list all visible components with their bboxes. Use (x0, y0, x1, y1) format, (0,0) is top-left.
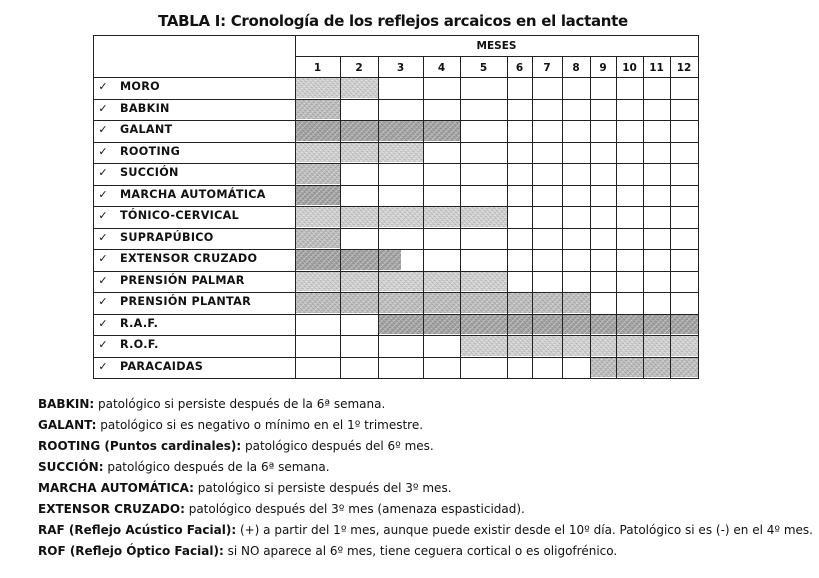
month-column-divider (616, 56, 617, 378)
note-term: BABKIN: (38, 397, 95, 411)
row-divider (93, 120, 698, 121)
check-mark: ✓ (98, 316, 108, 330)
shaded-period (296, 143, 423, 163)
reflex-label: MORO (120, 80, 160, 93)
note-text: si NO aparece al 6º mes, tiene ceguera cortical o es oligofrénico. (223, 544, 618, 558)
month-column-divider (532, 56, 533, 378)
row-divider (93, 292, 698, 293)
note-term: RAF (Reflejo Acústico Facial): (38, 523, 237, 537)
note-line (38, 499, 808, 520)
table-border-top (93, 35, 699, 36)
row-divider (93, 271, 698, 272)
reflex-label: PARACAIDAS (120, 359, 204, 373)
month-number: 5 (479, 62, 488, 74)
shaded-period (296, 164, 340, 184)
check-mark: ✓ (98, 273, 108, 287)
note-text: patológico si persiste después del 3º mes. (193, 481, 452, 495)
reflex-label: ROOTING (120, 144, 181, 158)
shaded-period (296, 229, 340, 249)
months-header: MESES (476, 40, 517, 52)
month-number: 6 (515, 62, 524, 74)
month-column-divider (378, 56, 379, 378)
month-number: 11 (649, 62, 664, 74)
month-number: 9 (599, 62, 607, 74)
note-line (38, 394, 808, 415)
shaded-period (296, 78, 378, 98)
shaded-period (296, 100, 340, 120)
month-column-divider (670, 56, 671, 378)
check-mark: ✓ (98, 209, 108, 222)
check-mark: ✓ (98, 359, 108, 373)
month-column-divider (423, 56, 424, 378)
table-border-right (698, 35, 699, 378)
note-line (38, 541, 808, 562)
month-column-divider (340, 56, 341, 378)
row-divider (93, 357, 698, 358)
reflex-label: R.O.F. (120, 338, 159, 351)
month-number: 2 (355, 62, 363, 74)
note-term: GALANT: (38, 418, 97, 432)
check-mark: ✓ (98, 123, 108, 136)
note-term: ROF (Reflejo Óptico Facial): (38, 544, 224, 558)
shaded-period (296, 186, 340, 206)
shaded-period (461, 336, 698, 356)
month-column-divider (460, 56, 461, 378)
check-mark: ✓ (98, 101, 108, 115)
note-text: patológico después de la 6ª semana. (103, 460, 330, 474)
month-column-divider (562, 56, 563, 378)
month-number: 12 (676, 62, 692, 74)
reflex-label: PRENSIÓN PLANTAR (120, 295, 251, 308)
shaded-period (296, 272, 507, 292)
check-mark: ✓ (98, 166, 108, 179)
reflex-label: MARCHA AUTOMÁTICA (120, 187, 266, 201)
notes-section (38, 394, 813, 562)
note-text: patológico si es negativo o mínimo en el 1º trimestre. (96, 418, 424, 432)
note-text: patológico si persiste después de la 6ª semana. (94, 397, 386, 411)
check-mark: ✓ (98, 295, 108, 308)
check-mark: ✓ (98, 338, 108, 351)
header-bottom-line (93, 77, 698, 78)
reflex-label: R.A.F. (120, 316, 159, 330)
check-mark: ✓ (98, 230, 108, 244)
note-line (38, 415, 808, 436)
reflex-label: GALANT (120, 123, 173, 136)
month-number: 4 (437, 62, 446, 74)
note-term: SUCCIÓN: (38, 460, 104, 474)
meses-underline (295, 56, 698, 57)
row-divider (93, 206, 698, 207)
note-line (38, 478, 808, 499)
note-term: EXTENSOR CRUZADO: (38, 502, 185, 516)
shaded-period (296, 250, 401, 270)
check-mark: ✓ (98, 144, 108, 158)
reflex-label: EXTENSOR CRUZADO (120, 252, 258, 265)
shaded-period (591, 358, 698, 378)
note-term: ROOTING (Puntos cardinales): (38, 439, 242, 453)
shaded-period (296, 207, 507, 227)
note-text: (+) a partir del 1º mes, aunque puede existir desde el 10º día. Patológico si es (-) en el 4º mes. (236, 523, 813, 537)
month-number: 7 (543, 62, 551, 74)
row-divider (93, 335, 698, 336)
reflex-label: SUPRAPÚBICO (120, 230, 214, 244)
row-divider (93, 228, 698, 229)
row-divider (93, 142, 698, 143)
check-mark: ✓ (98, 252, 108, 265)
note-text: patológico después del 6º mes. (241, 439, 434, 453)
shaded-period (379, 315, 698, 335)
table-border-bottom (93, 378, 699, 379)
note-line (38, 457, 808, 478)
month-number: 8 (572, 62, 580, 74)
row-divider (93, 314, 698, 315)
month-number: 1 (313, 62, 322, 74)
month-number: 10 (622, 62, 637, 74)
note-line (38, 436, 808, 457)
month-column-divider (643, 56, 644, 378)
table-title: TABLA I: Cronología de los reflejos arcaicos en el lactante (158, 12, 628, 30)
month-column-divider (507, 56, 508, 378)
month-number: 3 (396, 62, 405, 74)
note-line (38, 520, 813, 541)
reflex-label: BABKIN (120, 101, 170, 115)
row-divider (93, 163, 698, 164)
row-divider (93, 185, 698, 186)
note-term: MARCHA AUTOMÁTICA: (38, 481, 194, 495)
note-text: patológico después del 3º mes (amenaza espasticidad). (184, 502, 525, 516)
reflex-label: TÓNICO-CERVICAL (120, 209, 240, 222)
check-mark: ✓ (98, 80, 108, 93)
month-column-divider (590, 56, 591, 378)
reflex-label: SUCCIÓN (120, 166, 179, 179)
reflex-label: PRENSIÓN PALMAR (120, 273, 245, 287)
row-divider (93, 249, 698, 250)
row-divider (93, 99, 698, 100)
check-mark: ✓ (98, 187, 108, 201)
